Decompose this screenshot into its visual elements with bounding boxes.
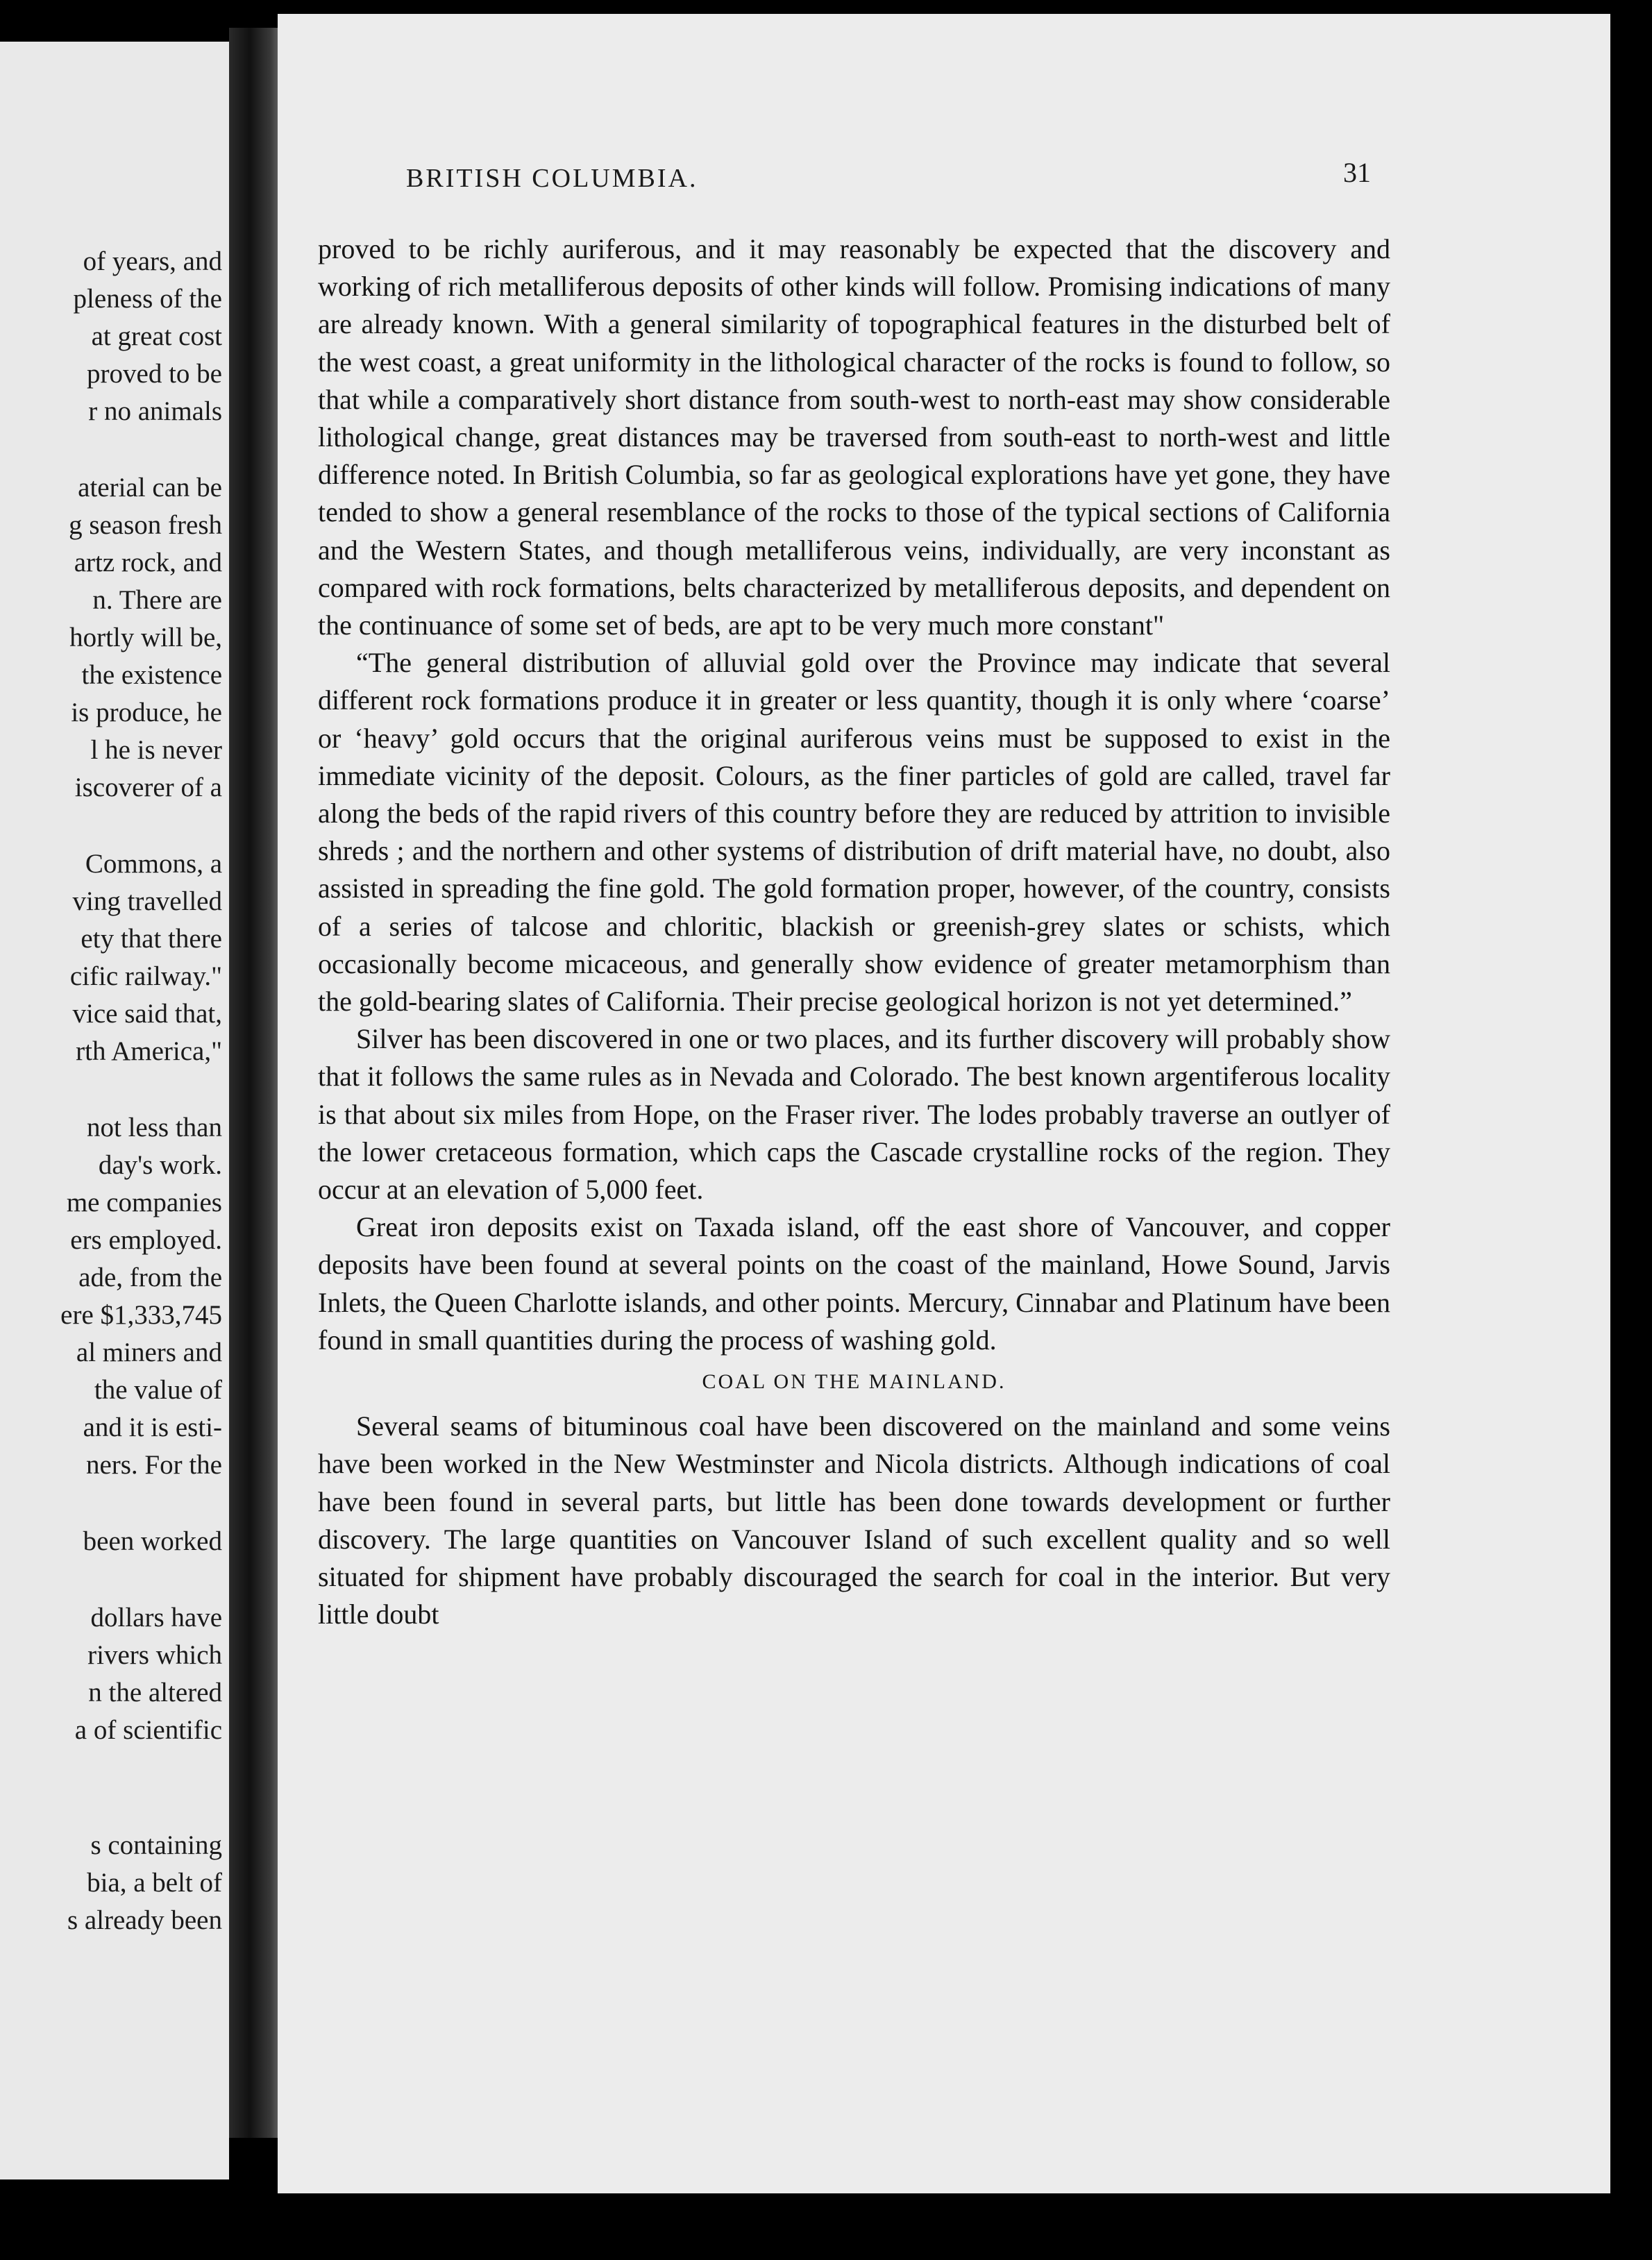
- left-line: day's work.: [98, 1150, 222, 1180]
- page-number: 31: [1343, 157, 1371, 188]
- left-line: ere $1,333,745: [60, 1300, 222, 1330]
- left-line: not less than: [87, 1113, 222, 1142]
- left-line: rivers which: [87, 1640, 222, 1670]
- left-line: rth America,": [76, 1036, 222, 1066]
- left-line: n the altered: [88, 1678, 222, 1707]
- left-line: pleness of the: [73, 284, 222, 314]
- paragraph: Silver has been discovered in one or two places, and its further discovery will probably show that it follows the same rules as in Nevada and Colorado. The best known argentiferous locality is that about six miles from Hope, on the Fraser river. The lodes probably traverse an outlyer of the lower cretaceous formation, which caps the Cascade crystalline rocks of the region. They occur at an elevation of 5,000 feet.: [318, 1023, 1390, 1206]
- left-line: r no animals: [88, 396, 222, 426]
- section-heading: COAL ON THE MAINLAND.: [702, 1370, 1006, 1394]
- left-line: aterial can be: [78, 473, 222, 503]
- paragraph: Several seams of bituminous coal have been discovered on the mainland and some veins have been worked in the New Westminster and Nicola districts. Although indications of coal have been found in several parts, but little has been done towards development or further discovery. The large quantities on Vancouver Island of such excellent quality and so well situated for shipment have probably discouraged the search for coal in the interior. But very little doubt: [318, 1410, 1390, 1630]
- left-line: hortly will be,: [69, 623, 222, 652]
- running-head: BRITISH COLUMBIA.: [406, 164, 698, 193]
- left-line: at great cost: [91, 321, 222, 351]
- left-line: ade, from the: [78, 1263, 222, 1292]
- left-line: ners. For the: [85, 1450, 222, 1480]
- left-line: ety that there: [81, 924, 222, 954]
- book-gutter-shadow: [229, 28, 281, 2138]
- left-line: ving travelled: [72, 886, 222, 916]
- left-line: me companies: [66, 1188, 222, 1217]
- left-line: al miners and: [76, 1338, 222, 1367]
- left-line: bia, a belt of: [87, 1868, 222, 1898]
- left-line: n. There are: [92, 585, 222, 615]
- left-line: the value of: [94, 1375, 222, 1405]
- left-line: the existence: [81, 660, 222, 690]
- left-line: of years, and: [83, 246, 222, 276]
- left-line: and it is esti-: [83, 1412, 222, 1442]
- paragraph: proved to be richly auriferous, and it may reasonably be expected that the discovery and working of rich metalliferous deposits of other kinds will follow. Promising indications of many are already known. With a general similarity of topographical features in the disturbed belt of the west coast, a great uniformity in the lithological character of the rocks is found to follow, so that while a comparatively short distance from south-west to north-east may show considerable lithological change, great distances may be traversed from south-east to north-west and little difference noted. In British Columbia, so far as geological explorations have yet gone, they have tended to show a general resemblance of the rocks to those of the typical sections of California and the Western States, and though metalliferous veins, individually, are very inconstant as compared with rock formations, belts characterized by metalliferous deposits, and dependent on the continuance of some set of beds, are apt to be very much more constant": [318, 233, 1390, 641]
- left-line: artz rock, and: [74, 548, 222, 577]
- left-line: dollars have: [90, 1603, 222, 1633]
- left-line: been worked: [83, 1526, 222, 1556]
- left-line: s containing: [90, 1830, 222, 1860]
- paragraph: “The general distribution of alluvial gold over the Province may indicate that several different rock formations produce it in greater or less quantity, though it is only where ‘coarse’ or ‘heavy’ gold occurs that the original auriferous veins must be supposed to exist in the immediate vicinity of the deposit. Colours, as the finer particles of gold are called, travel far along the beds of the rapid rivers of this country before they are reduced by attrition to invisible shreds ; and the northern and other systems of distribution of drift material have, no doubt, also assisted in spreading the fine gold. The gold formation proper, however, of the country, consists of a series of talcose and chloritic, blackish or greenish-grey slates or schists, which occasionally become micaceous, and generally show evidence of greater metamorphism than the gold-bearing slates of California. Their precise geological horizon is not yet determined.”: [318, 647, 1390, 1018]
- left-page-text: [0, 243, 229, 1939]
- left-page-fragment: [0, 42, 229, 2179]
- left-line: vice said that,: [72, 999, 222, 1029]
- left-line: iscoverer of a: [74, 773, 222, 802]
- left-line: cific railway.": [69, 961, 222, 991]
- body-text: [318, 230, 1390, 1633]
- left-line: is produce, he: [71, 698, 222, 727]
- left-line: g season fresh: [69, 510, 222, 540]
- left-line: proved to be: [87, 359, 222, 389]
- left-line: ers employed.: [70, 1225, 222, 1255]
- left-line: s already been: [67, 1905, 222, 1935]
- paragraph: Great iron deposits exist on Taxada island, off the east shore of Vancouver, and copper deposits have been found at several points on the coast of the mainland, Howe Sound, Jarvis Inlets, the Queen Charlotte islands, and other points. Mercury, Cinnabar and Platinum have been found in small quantities during the process of washing gold.: [318, 1211, 1390, 1356]
- left-line: a of scientific: [74, 1715, 222, 1745]
- scan-border: [1610, 0, 1652, 2260]
- left-line: Commons, a: [85, 849, 222, 879]
- left-line: l he is never: [90, 735, 222, 765]
